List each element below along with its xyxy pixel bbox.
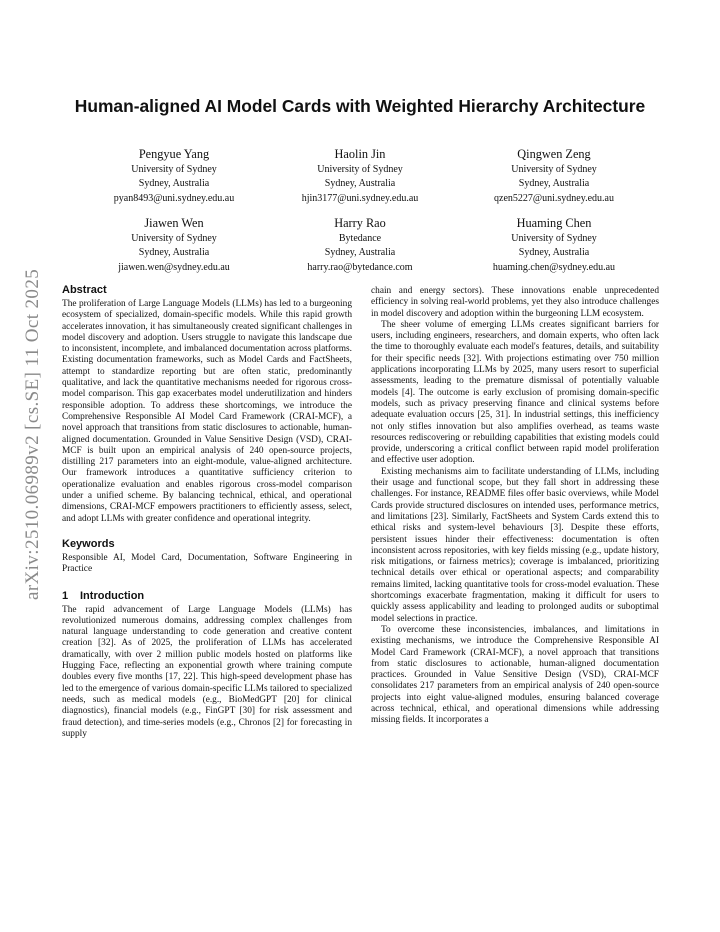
author-location: Sydney, Australia	[518, 247, 590, 259]
author-email[interactable]: pyan8493@uni.sydney.edu.au	[113, 192, 235, 204]
author-location: Sydney, Australia	[324, 178, 396, 190]
body-paragraph: The rapid advancement of Large Language Models (LLMs) has revolutionized numerous domains, addressing complex challenges from natural language understanding to code generation and creative content creation [32]. As of 2025, the proliferation of LLMs has accelerated dramatically, with over 2 million public models hosted on platforms like Hugging Face, reflecting an exponential growth where training compute doubles every five months [17, 22]. This high-speed development phase has led to the emergence of various domain-specific LLMs tailored to specialized needs, such as medical models (e.g., BioMedGPT [20] for clinical diagnostics), financial models (e.g., FinGPT [30] for risk assessment and fraud detection), and time-series models (e.g., Chronos [2] for forecasting in supply	[62, 604, 352, 739]
abstract-heading: Abstract	[62, 284, 107, 296]
section-number: 1	[62, 589, 69, 602]
paper-title: Human-aligned AI Model Cards with Weighted Hierarchy Architecture	[74, 96, 646, 116]
author-email[interactable]: qzen5227@uni.sydney.edu.au	[494, 192, 614, 204]
author-location: Sydney, Australia	[324, 247, 396, 259]
author-name: Haolin Jin	[334, 147, 386, 161]
author-name: Harry Rao	[334, 216, 386, 230]
author-affiliation: University of Sydney	[131, 164, 217, 175]
author-name: Pengyue Yang	[138, 147, 210, 161]
author-affiliation: University of Sydney	[317, 164, 403, 175]
body-paragraph: Existing mechanisms aim to facilitate understanding of LLMs, including their usage and functional scope, but they fall short in addressing these challenges. For instance, README files offer basic overviews, while Model Cards provide structured disclosures on intended uses, performance metrics, and limitations [23]. Similarly, FactSheets and System Cards extend this to ethical risks and system-level behaviours [3]. Despite these efforts, persistent issues hinder their effectiveness: documentation is often inconsistent across repositories, with key fields missing (e.g., update history, risk mitigations, or fairness metrics); coverage is imbalanced, prioritizing technical details over ethical or operational aspects; and comparability remains limited, lacking quantitative tools for cross-model evaluation. These shortcomings exacerbate fragmentation, making it difficult for users to quickly assess applicability and leading to prolonged audits or suboptimal model selections in practice.	[371, 466, 659, 624]
body-paragraph: chain and energy sectors). These innovations enable unprecedented efficiency in solving real-world problems, yet they also introduce challenges in model discovery and adoption within the burgeoning LLM ecosystem.	[371, 286, 659, 319]
arxiv-identifier: arXiv:2510.06989v2 [cs.SE] 11 Oct 2025	[22, 268, 43, 600]
author-email[interactable]: jiawen.wen@sydney.edu.au	[118, 261, 230, 273]
author-email[interactable]: hjin3177@uni.sydney.edu.au	[301, 192, 419, 204]
author-affiliation: University of Sydney	[131, 233, 217, 244]
author-affiliation: University of Sydney	[511, 164, 597, 175]
keywords-heading: Keywords	[62, 537, 115, 550]
right-column	[371, 286, 659, 727]
author-location: Sydney, Australia	[138, 247, 210, 259]
body-paragraph: The sheer volume of emerging LLMs creates significant barriers for users, including engineers, researchers, and domain experts, who often lack the time to thoroughly evaluate each model's features, details, and suitability for their specific needs [32]. With projections estimating over 750 million applications incorporating LLMs by 2025, many users resort to superficial assessments, leading to the premature dismissal of potentially valuable models [4]. The outcome is early exclusion of promising domain-specific models, such as privacy preserving finance and clinical systems before adequate evaluation occurs [25, 31]. In industrial settings, this inefficiency not only stifles innovation but also amplifies overhead, as teams waste resources rediscovering or rebuilding capabilities that existing models could provide, underscoring a critical conflict between rapid model proliferation and effective user adoption.	[371, 319, 659, 466]
author-name: Jiawen Wen	[144, 216, 204, 230]
section-heading-introduction	[62, 589, 352, 603]
left-column	[62, 283, 352, 740]
author-email[interactable]: huaming.chen@sydney.edu.au	[492, 261, 616, 273]
author-affiliation: Bytedance	[338, 233, 382, 244]
section-title: Introduction	[80, 589, 145, 602]
author-email[interactable]: harry.rao@bytedance.com	[307, 261, 413, 273]
body-paragraph: To overcome these inconsistencies, imbalances, and limitations in existing mechanisms, we introduce the Comprehensive Responsible AI Model Card Framework (CRAI-MCF), a novel approach that transitions from static disclosures to actionable, human-aligned documentation practices. Grounded in Value Sensitive Design (VSD), CRAI-MCF consolidates 217 parameters from an empirical analysis of 240 open-source projects into eight value-aligned modules, ensuring balanced coverage across technical, ethical, and operational dimensions while addressing missing fields. It incorporates a	[371, 624, 659, 726]
author-location: Sydney, Australia	[138, 178, 210, 190]
author-affiliation: University of Sydney	[511, 233, 597, 244]
author-name: Huaming Chen	[516, 216, 592, 230]
author-block	[439, 146, 669, 206]
keywords-text: Responsible AI, Model Card, Documentation, Software Engineering in Practice	[62, 552, 352, 575]
author-block	[439, 215, 669, 275]
abstract-text: The proliferation of Large Language Models (LLMs) has led to a burgeoning ecosystem of specialized, domain-specific models. While this rapid growth accelerates innovation, it has simultaneously created significant challenges in model discovery and adoption. Users struggle to navigate this landscape due to inconsistent, incomplete, and imbalanced documentation across platforms. Existing documentation frameworks, such as Model Cards and FactSheets, attempt to standardize reporting but are often static, predominantly qualitative, and lack the quantitative mechanisms needed for rigorous cross-model comparison. This gap exacerbates model underutilization and hinders responsible adoption. To address these shortcomings, we introduce the Comprehensive Responsible AI Model Card Framework (CRAI-MCF), a novel approach that transitions from static disclosures to actionable, human-aligned documentation. Grounded in Value Sensitive Design (VSD), CRAI-MCF is built upon an empirical analysis of 240 open-source projects, distilling 217 parameters into an eight-module, value-aligned architecture. Our framework introduces a quantitative sufficiency criterion to operationalize evaluation and enables rigorous cross-model comparison under a unified scheme. By balancing technical, ethical, and operational dimensions, CRAI-MCF empowers practitioners to efficiently assess, select, and adopt LLMs with greater confidence and operational integrity.	[62, 299, 352, 524]
author-location: Sydney, Australia	[518, 178, 590, 190]
author-name: Qingwen Zeng	[517, 147, 591, 161]
